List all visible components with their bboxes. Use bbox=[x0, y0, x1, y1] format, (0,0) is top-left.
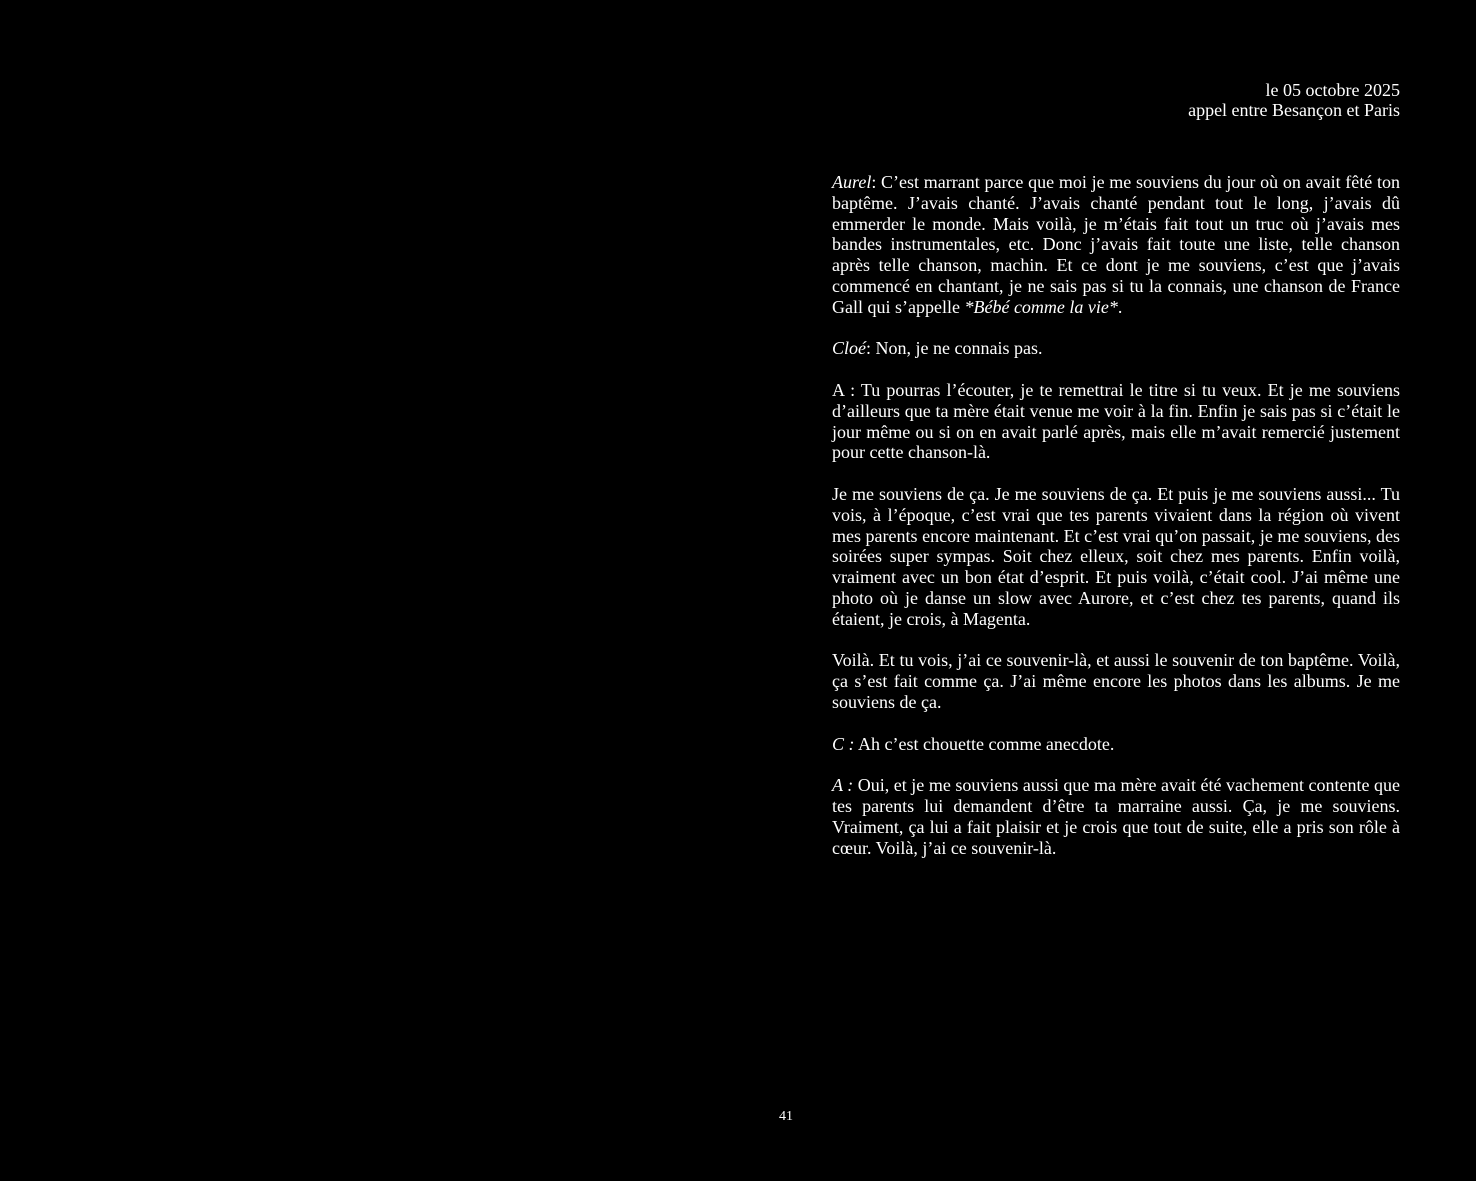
song-title: *Bébé comme la vie* bbox=[964, 296, 1118, 317]
speaker-name: A : bbox=[832, 775, 854, 796]
dialogue-transcript bbox=[832, 172, 1400, 879]
speaker-name: C : bbox=[832, 733, 855, 754]
paragraph-aurel-intro bbox=[832, 172, 1400, 318]
paragraph-text: Oui, et je me souviens aussi que ma mère avait été vachement contente que tes parents lui demandent d’être ta marraine aussi. Ça, je me souviens. Vraiment, ça lui a fait plaisir et je crois que tout de suite, elle a pris son rôle à cœur. Voilà, j’ai ce souvenir-là. bbox=[832, 775, 1400, 858]
document-header bbox=[1188, 80, 1400, 120]
paragraph-souvenir: Voilà. Et tu vois, j’ai ce souvenir-là, et aussi le souvenir de ton baptême. Voilà, ça s’est fait comme ça. J’ai même encore les photos dans les albums. Je me souviens de ça. bbox=[832, 650, 1400, 712]
paragraph-cloe-anecdote bbox=[832, 734, 1400, 755]
speaker-name: Aurel bbox=[832, 172, 872, 192]
paragraph-memories: Je me souviens de ça. Je me souviens de ça. Et puis je me souviens aussi... Tu vois, à l’époque, c’est vrai que tes parents vivaient dans la région où vivent mes parents encore maintenant. Et c’est vrai qu’on passait, je me souviens, des soirées super sympas. Soit chez elleux, soit chez mes parents. Enfin voilà, vraiment avec un bon état d’esprit. Et puis voilà, c’était cool. J’ai même une photo où je danse un slow avec Aurore, et c’est chez tes parents, quand ils étaient, je crois, à Magenta. bbox=[832, 483, 1400, 629]
page-number: 41 bbox=[779, 1109, 793, 1124]
paragraph-text: : Non, je ne connais pas. bbox=[866, 338, 1043, 359]
paragraph-aurel-marraine bbox=[832, 775, 1400, 858]
speaker-name: Cloé bbox=[832, 338, 866, 359]
date-line: le 05 octobre 2025 bbox=[1265, 80, 1400, 100]
paragraph-text: : C’est marrant parce que moi je me souviens du jour où on avait fêté ton baptême. J’avais chanté. J’avais chanté pendant tout le long, j’avais dû emmerder le monde. Mais voilà, je m’étais fait tout un truc où j’avais mes bandes instrumentales, etc. Donc j’avais fait toute une liste, telle chanson après telle chanson, machin. Et ce dont je me souviens, c’est que j’avais commencé en chantant, je ne sais pas si tu la connais, une chanson de France Gall qui s’appelle bbox=[832, 172, 1400, 317]
paragraph-cloe-reply bbox=[832, 338, 1400, 359]
paragraph-text-end: . bbox=[1117, 296, 1123, 317]
paragraph-text: Ah c’est chouette comme anecdote. bbox=[854, 733, 1115, 754]
location-line: appel entre Besançon et Paris bbox=[1188, 100, 1400, 120]
paragraph-aurel-listen: A : Tu pourras l’écouter, je te remettrai le titre si tu veux. Et je me souviens d’ailleurs que ta mère était venue me voir à la fin. Enfin je sais pas si c’était le jour même ou si on en avait parlé après, mais elle m’avait remercié justement pour cette chanson-là. bbox=[832, 379, 1400, 463]
